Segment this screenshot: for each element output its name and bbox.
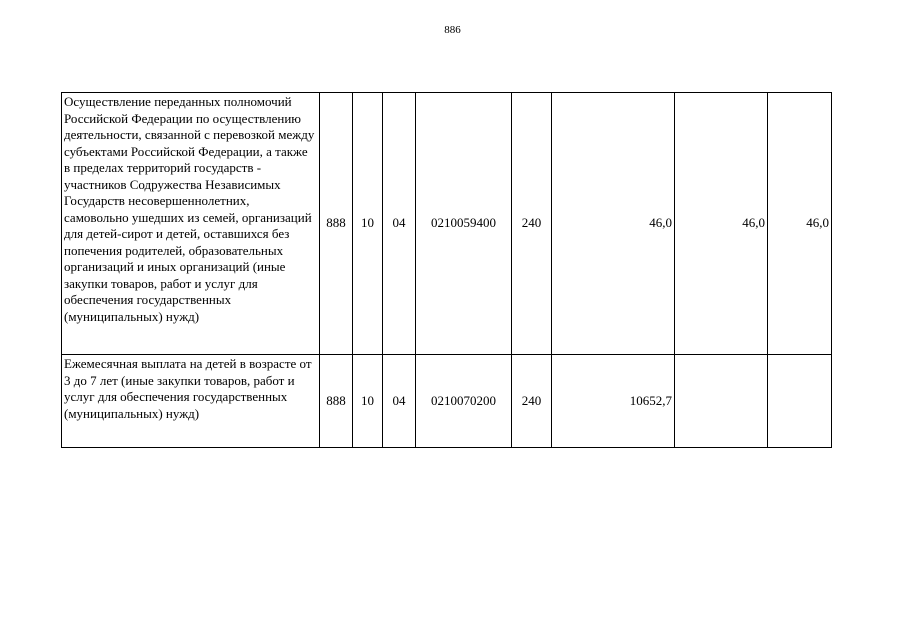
page-number: 886 [444, 24, 461, 36]
amount-year-3-cell: 46,0 [768, 93, 832, 355]
budget-table [61, 92, 832, 448]
expense-type-cell: 240 [512, 93, 552, 355]
expense-type-cell: 240 [512, 355, 552, 448]
section-code-cell: 10 [353, 93, 383, 355]
amount-year-3-cell [768, 355, 832, 448]
amount-year-1-cell: 46,0 [552, 93, 675, 355]
section-code-cell: 10 [353, 355, 383, 448]
expense-name-cell: Ежемесячная выплата на детей в возрасте от 3 до 7 лет (иные закупки товаров, работ и услуг для обеспечения государственных (муниципальных) нужд) [62, 355, 320, 448]
amount-year-1-cell: 10652,7 [552, 355, 675, 448]
table-row [62, 355, 832, 448]
subsection-code-cell: 04 [383, 93, 416, 355]
ministry-code-cell: 888 [320, 93, 353, 355]
amount-year-2-cell [675, 355, 768, 448]
ministry-code-cell: 888 [320, 355, 353, 448]
target-article-cell: 0210070200 [416, 355, 512, 448]
amount-year-2-cell: 46,0 [675, 93, 768, 355]
subsection-code-cell: 04 [383, 355, 416, 448]
target-article-cell: 0210059400 [416, 93, 512, 355]
expense-name-cell: Осуществление переданных полномочий Российской Федерации по осуществлению деятельности, связанной с перевозкой между субъектами Российской Федерации, а также в пределах территорий государств - участников Содружества Независимых Государств несовершеннолетних, самовольно ушедших из семей, организаций для детей-сирот и детей, оставшихся без попечения родителей, образовательных организаций и иных организаций (иные закупки товаров, работ и услуг для обеспечения государственных (муниципальных) нужд) [62, 93, 320, 355]
table-row [62, 93, 832, 355]
